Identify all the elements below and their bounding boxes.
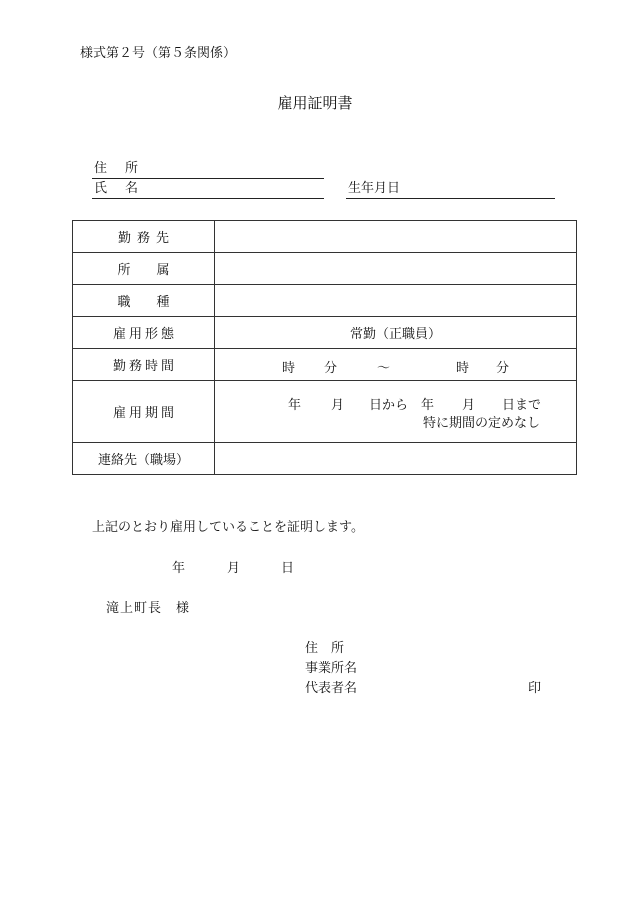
workplace-value-cell[interactable]: [215, 221, 577, 253]
contact-label: 連絡先（職場）: [97, 453, 189, 468]
employment-table: [72, 220, 577, 475]
employer-address-label: 住 所: [305, 641, 345, 656]
employment-type-value-cell[interactable]: [215, 317, 577, 349]
employment-period-label-cell: [73, 381, 215, 443]
date-day-unit: 日: [281, 561, 295, 576]
department-label-cell: [73, 253, 215, 285]
date-month-unit: 月: [227, 561, 241, 576]
table-row-employment-period: [73, 381, 577, 443]
period-end-year-unit: 年: [421, 397, 435, 413]
table-row-contact: [73, 443, 577, 475]
employment-period-label: 雇用期間: [112, 406, 177, 421]
period-end-day-unit: 日まで: [502, 397, 542, 413]
employer-representative-label: 代表者名: [305, 681, 358, 696]
occupation-label: 職種: [117, 295, 196, 310]
contact-label-cell: [73, 443, 215, 475]
working-hours-label: 勤務時間: [112, 359, 177, 374]
period-start-year-unit: 年: [288, 397, 302, 413]
working-hours-label-cell: [73, 349, 215, 381]
no-fixed-term-option[interactable]: 特に期間の定めなし: [422, 415, 540, 431]
minutes-end-unit: 分: [496, 360, 510, 376]
hours-start-unit: 時: [282, 360, 296, 376]
workplace-label: 勤務先: [117, 231, 175, 246]
table-row-working-hours: [73, 349, 577, 381]
employment-type-label-cell: [73, 317, 215, 349]
date-year-unit: 年: [172, 561, 186, 576]
department-value-cell[interactable]: [215, 253, 577, 285]
certification-statement: 上記のとおり雇用していることを証明します。: [92, 520, 364, 535]
occupation-label-cell: [73, 285, 215, 317]
department-label: 所属: [117, 263, 196, 278]
applicant-name-field[interactable]: [92, 180, 324, 199]
applicant-address-field[interactable]: [92, 160, 324, 179]
table-row-occupation: [73, 285, 577, 317]
working-hours-value-cell[interactable]: [215, 349, 577, 381]
form-number: 様式第２号（第５条関係）: [80, 46, 237, 61]
period-start-month-unit: 月: [331, 397, 345, 413]
period-end-month-unit: 月: [462, 397, 476, 413]
seal-mark: 印: [528, 681, 542, 696]
applicant-address-label: 住所: [94, 161, 157, 176]
period-start-day-unit: 日から: [369, 397, 409, 413]
table-row-workplace: [73, 221, 577, 253]
occupation-value-cell[interactable]: [215, 285, 577, 317]
hours-end-unit: 時: [456, 360, 470, 376]
employment-type-value: 常勤（正職員）: [349, 327, 441, 342]
applicant-name-label: 氏名: [94, 181, 157, 196]
employment-period-value-cell[interactable]: [215, 381, 577, 443]
employer-office-label: 事業所名: [305, 661, 358, 676]
applicant-birthdate-label: 生年月日: [348, 181, 401, 196]
applicant-birthdate-field[interactable]: [346, 180, 555, 199]
table-row-department: [73, 253, 577, 285]
contact-value-cell[interactable]: [215, 443, 577, 475]
addressee: 滝上町長 様: [106, 601, 191, 616]
document-title: 雇用証明書: [277, 94, 353, 112]
minutes-start-unit: 分: [324, 360, 338, 376]
table-row-employment-type: [73, 317, 577, 349]
employment-type-label: 雇用形態: [112, 327, 177, 342]
tilde-separator: ～: [377, 360, 391, 376]
workplace-label-cell: [73, 221, 215, 253]
